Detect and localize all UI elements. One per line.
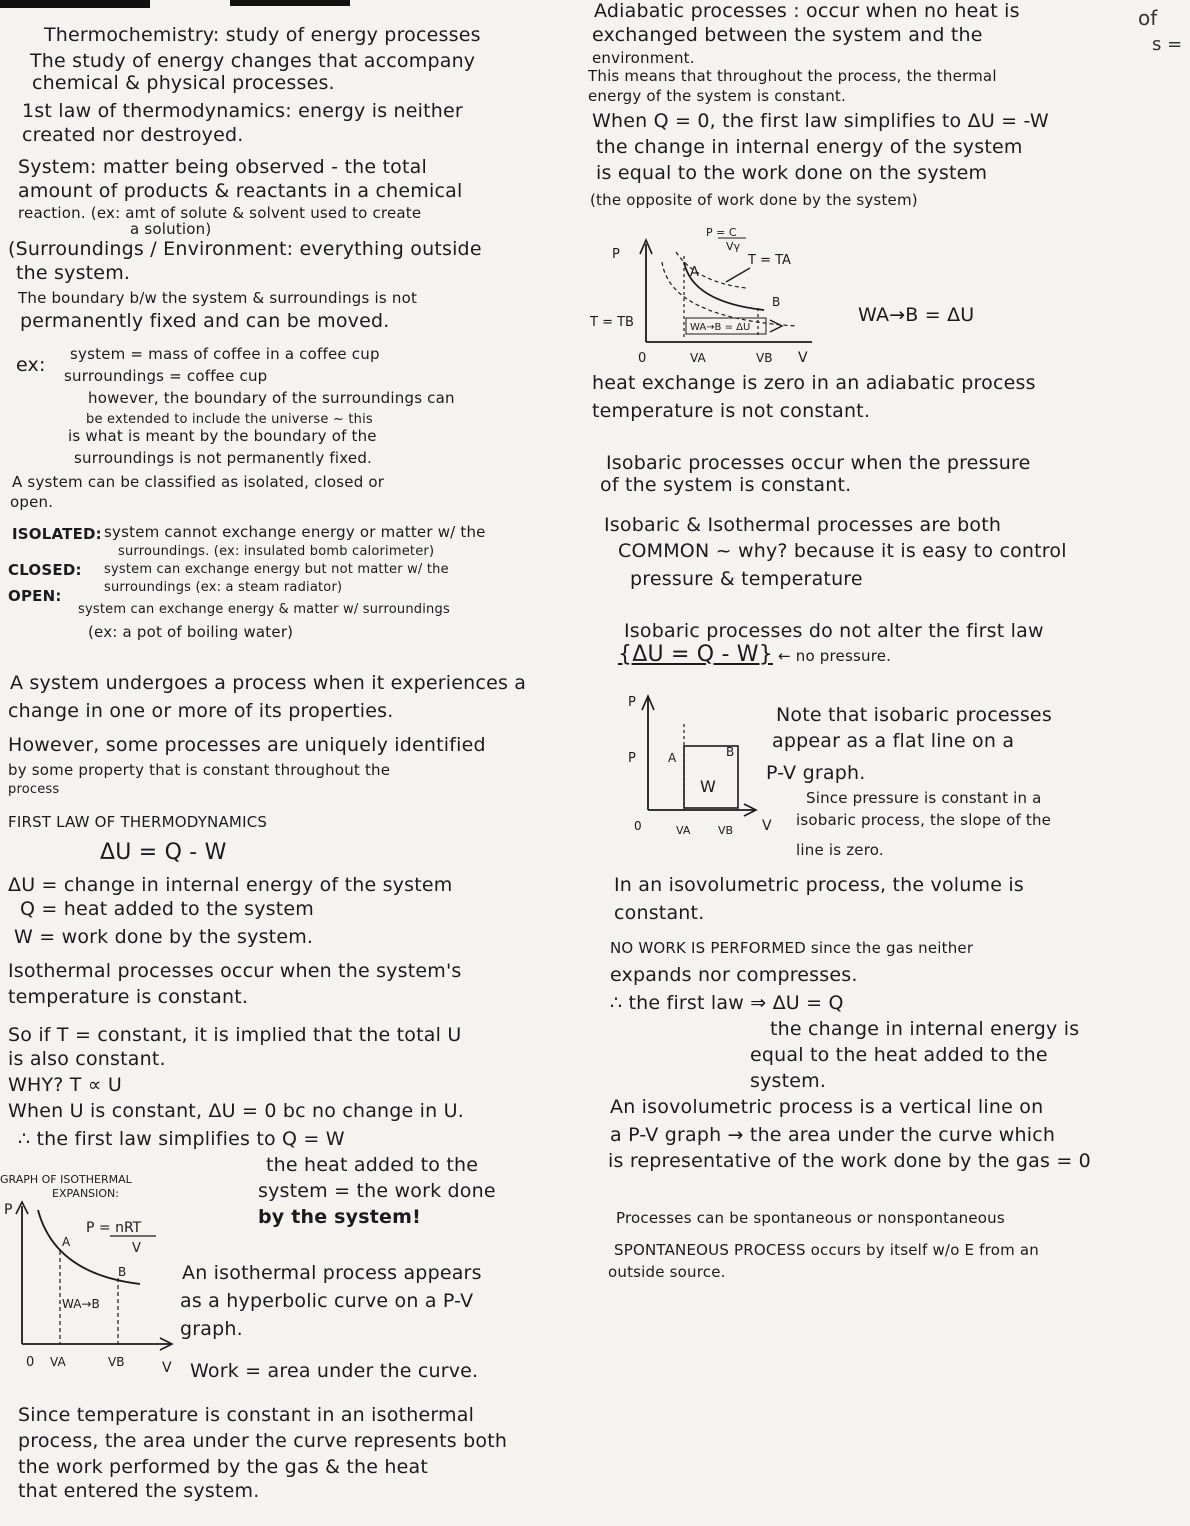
isobaric-graph-note: appear as a flat line on a	[772, 730, 1015, 752]
adiabatic-line: Adiabatic processes : occur when no heat is	[594, 0, 1020, 22]
example-line: surroundings = coffee cup	[64, 367, 268, 385]
process-line: change in one or more of its properties.	[8, 700, 394, 722]
va-label: VA	[50, 1355, 66, 1369]
isothermal-curve-line: graph.	[180, 1318, 243, 1340]
first-law-intro-line: created nor destroyed.	[22, 124, 244, 146]
va-label: VA	[690, 351, 706, 365]
closed-label: CLOSED:	[8, 561, 82, 579]
work-label: WA→B = ΔU	[690, 322, 751, 333]
intro-line: Thermochemistry: study of energy processes	[44, 24, 481, 46]
adiabatic-note-line: temperature is not constant.	[592, 400, 871, 422]
axis-label-p-top: P	[628, 695, 636, 710]
surroundings-line: (Surroundings / Environment: everything outside	[8, 238, 482, 260]
classification-line: open.	[10, 493, 54, 511]
isovolumetric-line: constant.	[614, 902, 705, 924]
adiabatic-line: the change in internal energy of the system	[596, 136, 1023, 158]
point-b: B	[726, 745, 735, 759]
origin-label: 0	[638, 351, 647, 366]
isobaric-line: Isobaric processes occur when the pressure	[606, 452, 1031, 474]
isothermal-line: Isothermal processes occur when the system's	[8, 960, 462, 982]
isothermal-area-line: that entered the system.	[18, 1480, 260, 1502]
point-a: A	[62, 1235, 71, 1249]
isobaric-graph-note: P-V graph.	[766, 762, 866, 784]
vb-label: VB	[756, 351, 773, 365]
vb-label: VB	[108, 1355, 125, 1369]
closed-example: surroundings (ex: a steam radiator)	[104, 580, 343, 595]
isolated-definition: system cannot exchange energy or matter w/ the	[104, 523, 486, 541]
surroundings-line: permanently fixed and can be moved.	[20, 310, 390, 332]
axis-label-p: P	[612, 247, 620, 262]
intro-line: chemical & physical processes.	[32, 72, 335, 94]
isovolumetric-line: the change in internal energy is	[770, 1018, 1080, 1040]
system-definition-line: amount of products & reactants in a chemical	[18, 180, 463, 202]
isotherm-b-curve	[662, 262, 796, 326]
isothermal-graph	[0, 1166, 200, 1378]
surroundings-line: The boundary b/w the system & surroundings is not	[18, 289, 418, 307]
axis-label-v: V	[762, 818, 772, 834]
isothermal-line: temperature is constant.	[8, 986, 249, 1008]
point-a: A	[690, 265, 699, 280]
adiabatic-line: exchanged between the system and the	[592, 24, 983, 46]
graph-title: GRAPH OF ISOTHERMAL	[0, 1173, 132, 1186]
axis-label-v: V	[162, 1360, 172, 1376]
example-line: surroundings is not permanently fixed.	[74, 449, 373, 467]
system-definition-line: a solution)	[130, 220, 212, 238]
isolated-example: surroundings. (ex: insulated bomb calorimeter)	[118, 544, 435, 559]
isothermal-curve-line: as a hyperbolic curve on a P-V	[180, 1290, 474, 1312]
edge-fragment: of	[1138, 6, 1158, 30]
first-law-equation: ΔU = Q - W	[100, 840, 227, 865]
adiabatic-line: (the opposite of work done by the system)	[590, 191, 918, 209]
axis-label-v: V	[798, 350, 808, 366]
isothermal-line: When U is constant, ΔU = 0 bc no change in U.	[8, 1100, 464, 1122]
origin-label: 0	[26, 1355, 35, 1370]
isothermal-line: system = the work done	[258, 1180, 496, 1202]
isovolumetric-line: In an isovolumetric process, the volume is	[614, 874, 1024, 896]
adiabatic-line: environment.	[592, 49, 695, 67]
isobaric-line: of the system is constant.	[600, 474, 852, 496]
example-line: is what is meant by the boundary of the	[68, 427, 377, 445]
adiabatic-work-equation: WA→B = ΔU	[858, 304, 975, 326]
process-line: However, some processes are uniquely identified	[8, 734, 486, 756]
first-law-definition: ΔU = change in internal energy of the system	[8, 874, 453, 896]
adiabatic-line: When Q = 0, the first law simplifies to ΔU = -W	[592, 110, 1049, 132]
top-edge-blot	[230, 0, 350, 6]
isothermal-line: the heat added to the	[266, 1154, 479, 1176]
isobaric-graph-note: line is zero.	[796, 841, 884, 859]
point-b: B	[118, 1265, 127, 1279]
isothermal-curve-line: Work = area under the curve.	[190, 1360, 479, 1382]
spontaneous-line: SPONTANEOUS PROCESS occurs by itself w/o E from an	[614, 1241, 1039, 1259]
process-line: process	[8, 782, 60, 797]
adiabatic-line: This means that throughout the process, the thermal	[588, 67, 997, 85]
point-a: A	[668, 751, 677, 765]
origin-label: 0	[634, 819, 642, 833]
open-example: (ex: a pot of boiling water)	[88, 623, 294, 641]
example-label: ex:	[16, 354, 46, 376]
system-definition-line: reaction. (ex: amt of solute & solvent used to create	[18, 204, 422, 222]
isovolumetric-line: ∴ the first law ⇒ ΔU = Q	[610, 992, 844, 1014]
isothermal-line: So if T = constant, it is implied that the total U	[8, 1024, 462, 1046]
va-label: VA	[676, 824, 691, 837]
top-edge-blot	[0, 0, 150, 8]
isovolumetric-line: equal to the heat added to the	[750, 1044, 1048, 1066]
isothermal-line: ∴ the first law simplifies to Q = W	[18, 1128, 345, 1150]
isothermal-line: is also constant.	[8, 1048, 166, 1070]
isothermal-area-line: Since temperature is constant in an isothermal	[18, 1404, 475, 1426]
work-label: W	[700, 777, 716, 796]
pressure-level-label: P	[628, 751, 636, 766]
example-line: system = mass of coffee in a coffee cup	[70, 345, 380, 363]
first-law-intro-line: 1st law of thermodynamics: energy is neither	[22, 100, 463, 122]
vb-label: VB	[718, 824, 734, 837]
isotherm-a-label: T = TA	[748, 253, 791, 268]
adiabatic-line: is equal to the work done on the system	[596, 162, 988, 184]
classification-line: A system can be classified as isolated, closed or	[12, 473, 385, 491]
first-law-definition: Q = heat added to the system	[20, 898, 314, 920]
isobaric-graph-note: Note that isobaric processes	[776, 704, 1052, 726]
intro-line: The study of energy changes that accompany	[30, 50, 476, 72]
axis-label-p: P	[4, 1202, 13, 1218]
isothermal-line: WHY? T ∝ U	[8, 1074, 122, 1096]
first-law-definition: W = work done by the system.	[14, 926, 314, 948]
isothermal-area-line: the work performed by the gas & the heat	[18, 1456, 428, 1478]
isobaric-line: COMMON ~ why? because it is easy to control	[618, 540, 1067, 562]
isolated-label: ISOLATED:	[12, 525, 102, 543]
isobaric-first-law: {ΔU = Q - W}	[618, 642, 773, 667]
isovolumetric-line: is representative of the work done by the gas = 0	[608, 1150, 1091, 1172]
equation-top: P = nRT	[86, 1220, 142, 1236]
isovolumetric-line: An isovolumetric process is a vertical line on	[610, 1096, 1044, 1118]
isovolumetric-line: NO WORK IS PERFORMED since the gas neither	[610, 939, 974, 957]
isobaric-graph-note: isobaric process, the slope of the	[796, 811, 1052, 829]
example-line: be extended to include the universe ~ this	[86, 412, 373, 427]
isotherm-b-label: T = TB	[590, 315, 634, 330]
spontaneous-line: Processes can be spontaneous or nonspontaneous	[616, 1209, 1005, 1227]
work-label: WA→B	[62, 1297, 100, 1311]
isovolumetric-line: a P-V graph → the area under the curve which	[610, 1124, 1056, 1146]
equation-bottom: Vγ	[726, 240, 741, 253]
closed-definition: system can exchange energy but not matter w/ the	[104, 562, 449, 577]
isovolumetric-line: expands nor compresses.	[610, 964, 858, 986]
surroundings-line: the system.	[16, 262, 131, 284]
example-line: however, the boundary of the surroundings can	[88, 389, 455, 407]
isobaric-line: pressure & temperature	[630, 568, 863, 590]
adiabatic-line: energy of the system is constant.	[588, 87, 846, 105]
process-line: A system undergoes a process when it experiences a	[10, 672, 527, 694]
open-label: OPEN:	[8, 587, 62, 605]
adiabatic-graph	[586, 222, 848, 378]
isothermal-area-line: process, the area under the curve represents both	[18, 1430, 508, 1452]
system-definition-line: System: matter being observed - the total	[18, 156, 427, 178]
isothermal-line: by the system!	[258, 1206, 421, 1228]
isothermal-curve-line: An isothermal process appears	[182, 1262, 482, 1284]
edge-fragment: s =	[1152, 34, 1183, 55]
isobaric-line: Isobaric processes do not alter the first law	[624, 620, 1044, 642]
open-definition: system can exchange energy & matter w/ surroundings	[78, 602, 450, 617]
isobaric-graph	[614, 688, 782, 842]
graph-title: EXPANSION:	[52, 1187, 119, 1200]
equation-top: P = C	[706, 226, 737, 239]
spontaneous-line: outside source.	[608, 1263, 726, 1281]
isobaric-graph-note: Since pressure is constant in a	[806, 789, 1042, 807]
isobaric-note: ← no pressure.	[778, 647, 892, 665]
adiabatic-note-line: heat exchange is zero in an adiabatic process	[592, 372, 1036, 394]
isobaric-line: Isobaric & Isothermal processes are both	[604, 514, 1002, 536]
point-b: B	[772, 295, 781, 309]
isovolumetric-line: system.	[750, 1070, 827, 1092]
process-line: by some property that is constant throughout the	[8, 761, 391, 779]
first-law-heading: FIRST LAW OF THERMODYNAMICS	[8, 813, 268, 831]
equation-bottom: V	[132, 1241, 141, 1256]
